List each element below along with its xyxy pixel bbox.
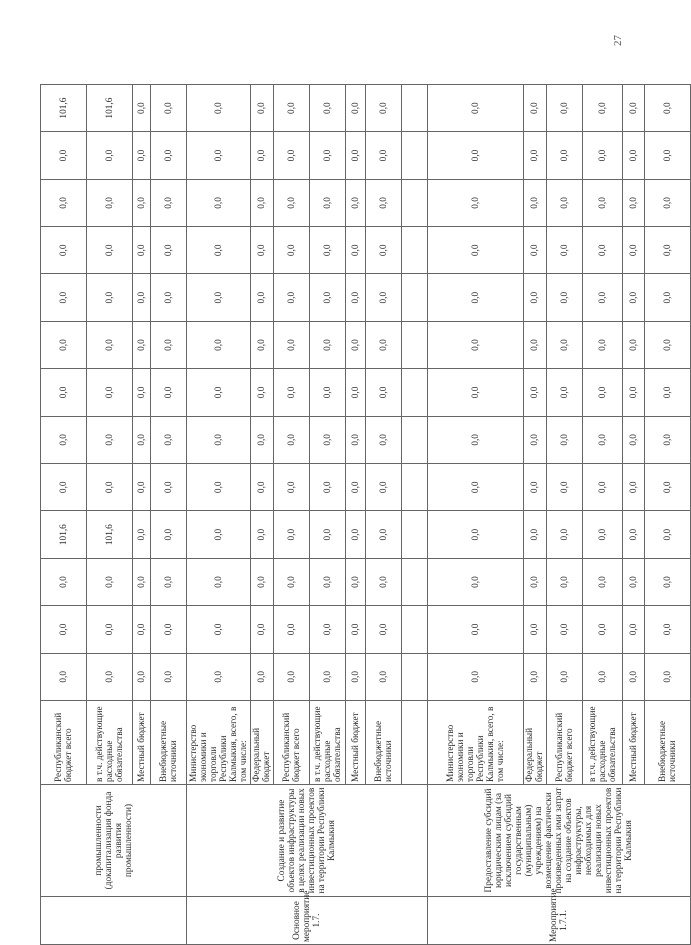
amount-cell: 0,0 xyxy=(346,653,366,700)
amount-cell: 0,0 xyxy=(583,132,623,179)
amount-cell xyxy=(402,558,428,605)
amount-cell: 0,0 xyxy=(547,464,583,511)
amount-cell: 0,0 xyxy=(547,558,583,605)
funding-source-cell: Местный бюджет xyxy=(133,701,151,785)
table-row xyxy=(428,84,524,944)
funding-source-cell: Местный бюджет xyxy=(346,701,366,785)
amount-cell: 0,0 xyxy=(346,464,366,511)
amount-cell: 0,0 xyxy=(583,558,623,605)
amount-cell: 0,0 xyxy=(133,416,151,463)
amount-cell: 0,0 xyxy=(310,84,346,131)
amount-cell: 0,0 xyxy=(41,369,87,416)
amount-cell xyxy=(402,274,428,321)
amount-cell: 0,0 xyxy=(524,606,547,653)
amount-cell: 0,0 xyxy=(187,653,251,700)
funding-source-cell: Местный бюджет xyxy=(623,701,645,785)
amount-cell: 0,0 xyxy=(428,653,524,700)
measure-name-cell: Предоставление субсидий юридическим лицам (за исключением субсидий государственным (муниципальным) учреждениям) на возмещение фактически произведенных ими затрат на создание объектов инфраструктуры, необходимых для реализации новых инвестиционных проектов на территории Республики Калмыкия xyxy=(428,785,691,897)
funding-source-cell: Федеральный бюджет xyxy=(251,701,274,785)
amount-cell: 0,0 xyxy=(583,416,623,463)
amount-cell: 0,0 xyxy=(274,653,310,700)
amount-cell: 0,0 xyxy=(274,606,310,653)
funding-source-cell: Министерство экономики и торговли Республики Калмыкия, всего, в том числе: xyxy=(428,701,524,785)
amount-cell: 0,0 xyxy=(366,321,402,368)
amount-cell: 0,0 xyxy=(274,416,310,463)
funding-source-cell: Республиканский бюджет всего xyxy=(41,701,87,785)
amount-cell: 0,0 xyxy=(310,227,346,274)
amount-cell: 0,0 xyxy=(87,416,133,463)
amount-cell: 0,0 xyxy=(645,132,691,179)
funding-source-cell: Министерство экономики и торговли Республики Калмыкия, всего, в том числе: xyxy=(187,701,251,785)
amount-cell: 0,0 xyxy=(366,227,402,274)
amount-cell: 0,0 xyxy=(187,321,251,368)
amount-cell: 0,0 xyxy=(310,369,346,416)
amount-cell: 0,0 xyxy=(310,179,346,226)
amount-cell: 0,0 xyxy=(547,179,583,226)
amount-cell: 0,0 xyxy=(251,274,274,321)
amount-cell: 0,0 xyxy=(151,653,187,700)
amount-cell: 0,0 xyxy=(524,274,547,321)
amount-cell: 0,0 xyxy=(645,369,691,416)
measure-code-cell: Мероприятие 1.7.1. xyxy=(428,897,691,945)
amount-cell: 0,0 xyxy=(274,464,310,511)
measure-code-cell: Основное мероприятие 1.7. xyxy=(187,897,428,945)
amount-cell: 0,0 xyxy=(645,416,691,463)
amount-cell: 0,0 xyxy=(623,132,645,179)
amount-cell: 0,0 xyxy=(428,558,524,605)
amount-cell: 0,0 xyxy=(251,606,274,653)
amount-cell: 0,0 xyxy=(583,369,623,416)
amount-cell: 0,0 xyxy=(346,227,366,274)
amount-cell: 0,0 xyxy=(623,227,645,274)
amount-cell: 0,0 xyxy=(41,416,87,463)
funding-source-cell: Федеральный бюджет xyxy=(524,701,547,785)
amount-cell: 0,0 xyxy=(187,369,251,416)
amount-cell: 0,0 xyxy=(366,606,402,653)
amount-cell: 101,6 xyxy=(87,511,133,558)
amount-cell: 0,0 xyxy=(151,369,187,416)
amount-cell: 0,0 xyxy=(151,274,187,321)
amount-cell: 0,0 xyxy=(366,179,402,226)
funding-source-cell: в т.ч. действующие расходные обязательства xyxy=(310,701,346,785)
amount-cell: 0,0 xyxy=(251,511,274,558)
amount-cell: 0,0 xyxy=(133,511,151,558)
amount-cell: 0,0 xyxy=(583,84,623,131)
amount-cell: 0,0 xyxy=(187,274,251,321)
amount-cell: 0,0 xyxy=(87,464,133,511)
amount-cell: 0,0 xyxy=(366,511,402,558)
budget-table xyxy=(40,84,691,945)
amount-cell: 0,0 xyxy=(428,511,524,558)
amount-cell xyxy=(402,511,428,558)
amount-cell: 0,0 xyxy=(87,653,133,700)
amount-cell: 0,0 xyxy=(41,606,87,653)
amount-cell: 0,0 xyxy=(366,653,402,700)
amount-cell: 0,0 xyxy=(251,653,274,700)
measure-name-cell: промышленности (докапитализация фонда развития промышленности) xyxy=(41,785,187,897)
amount-cell: 0,0 xyxy=(583,606,623,653)
amount-cell: 0,0 xyxy=(524,464,547,511)
amount-cell: 0,0 xyxy=(366,132,402,179)
amount-cell: 0,0 xyxy=(547,84,583,131)
amount-cell: 0,0 xyxy=(151,227,187,274)
amount-cell: 0,0 xyxy=(346,179,366,226)
amount-cell xyxy=(402,321,428,368)
funding-source-cell: Внебюджетные источники xyxy=(645,701,691,785)
amount-cell: 0,0 xyxy=(524,369,547,416)
amount-cell: 0,0 xyxy=(251,558,274,605)
amount-cell: 0,0 xyxy=(346,558,366,605)
amount-cell: 0,0 xyxy=(346,369,366,416)
page-number: 27 xyxy=(612,35,624,46)
amount-cell: 0,0 xyxy=(133,464,151,511)
amount-cell: 0,0 xyxy=(524,84,547,131)
amount-cell: 0,0 xyxy=(41,227,87,274)
amount-cell: 0,0 xyxy=(623,369,645,416)
amount-cell: 101,6 xyxy=(41,511,87,558)
amount-cell: 0,0 xyxy=(547,511,583,558)
amount-cell: 0,0 xyxy=(274,227,310,274)
amount-cell xyxy=(402,84,428,131)
funding-source-cell: Внебюджетные источники xyxy=(366,701,402,785)
amount-cell: 0,0 xyxy=(583,321,623,368)
amount-cell: 0,0 xyxy=(366,84,402,131)
amount-cell: 0,0 xyxy=(187,464,251,511)
amount-cell: 0,0 xyxy=(310,132,346,179)
amount-cell: 0,0 xyxy=(310,511,346,558)
amount-cell: 0,0 xyxy=(524,416,547,463)
amount-cell: 0,0 xyxy=(524,227,547,274)
amount-cell: 0,0 xyxy=(645,511,691,558)
amount-cell: 0,0 xyxy=(133,84,151,131)
funding-source-cell: Республиканский бюджет всего xyxy=(547,701,583,785)
amount-cell: 0,0 xyxy=(547,653,583,700)
amount-cell: 0,0 xyxy=(346,84,366,131)
amount-cell: 0,0 xyxy=(346,321,366,368)
amount-cell: 0,0 xyxy=(151,179,187,226)
amount-cell: 0,0 xyxy=(366,416,402,463)
amount-cell: 0,0 xyxy=(547,416,583,463)
amount-cell: 0,0 xyxy=(133,369,151,416)
funding-source-cell: в т.ч. действующие расходные обязательства xyxy=(87,701,133,785)
amount-cell: 0,0 xyxy=(428,464,524,511)
amount-cell: 0,0 xyxy=(41,464,87,511)
amount-cell: 0,0 xyxy=(133,274,151,321)
amount-cell: 0,0 xyxy=(87,369,133,416)
rotated-table-container xyxy=(40,85,678,945)
amount-cell: 0,0 xyxy=(310,653,346,700)
amount-cell: 0,0 xyxy=(87,606,133,653)
amount-cell: 0,0 xyxy=(547,321,583,368)
amount-cell: 0,0 xyxy=(41,321,87,368)
amount-cell: 0,0 xyxy=(623,511,645,558)
amount-cell: 0,0 xyxy=(623,416,645,463)
amount-cell: 0,0 xyxy=(251,84,274,131)
amount-cell: 0,0 xyxy=(583,179,623,226)
amount-cell: 0,0 xyxy=(41,274,87,321)
amount-cell: 0,0 xyxy=(623,558,645,605)
amount-cell: 0,0 xyxy=(524,132,547,179)
amount-cell: 0,0 xyxy=(151,464,187,511)
amount-cell: 0,0 xyxy=(623,321,645,368)
amount-cell: 0,0 xyxy=(187,132,251,179)
amount-cell xyxy=(402,227,428,274)
amount-cell: 0,0 xyxy=(366,274,402,321)
funding-source-cell xyxy=(402,701,428,785)
amount-cell: 0,0 xyxy=(428,84,524,131)
amount-cell xyxy=(402,653,428,700)
amount-cell: 0,0 xyxy=(87,558,133,605)
amount-cell: 0,0 xyxy=(274,179,310,226)
amount-cell: 0,0 xyxy=(547,132,583,179)
amount-cell: 0,0 xyxy=(274,558,310,605)
amount-cell: 0,0 xyxy=(645,653,691,700)
amount-cell: 0,0 xyxy=(133,321,151,368)
table-row xyxy=(41,84,87,944)
amount-cell: 0,0 xyxy=(133,227,151,274)
table-row xyxy=(187,84,251,944)
amount-cell: 0,0 xyxy=(151,511,187,558)
amount-cell: 0,0 xyxy=(346,511,366,558)
amount-cell: 0,0 xyxy=(274,84,310,131)
amount-cell: 0,0 xyxy=(547,369,583,416)
funding-source-cell: в т.ч. действующие расходные обязательства xyxy=(583,701,623,785)
amount-cell: 0,0 xyxy=(151,132,187,179)
amount-cell: 0,0 xyxy=(366,369,402,416)
amount-cell: 0,0 xyxy=(583,653,623,700)
amount-cell: 0,0 xyxy=(346,132,366,179)
amount-cell: 0,0 xyxy=(645,606,691,653)
amount-cell: 0,0 xyxy=(623,653,645,700)
amount-cell: 0,0 xyxy=(583,511,623,558)
amount-cell: 0,0 xyxy=(151,558,187,605)
amount-cell: 0,0 xyxy=(310,606,346,653)
amount-cell xyxy=(402,606,428,653)
amount-cell: 0,0 xyxy=(310,321,346,368)
amount-cell: 0,0 xyxy=(547,274,583,321)
amount-cell: 0,0 xyxy=(187,511,251,558)
funding-source-cell: Республиканский бюджет всего xyxy=(274,701,310,785)
amount-cell: 0,0 xyxy=(187,606,251,653)
amount-cell: 0,0 xyxy=(428,416,524,463)
amount-cell: 0,0 xyxy=(133,558,151,605)
amount-cell: 0,0 xyxy=(87,274,133,321)
amount-cell: 0,0 xyxy=(151,606,187,653)
amount-cell: 0,0 xyxy=(41,132,87,179)
budget-table-body xyxy=(41,84,691,944)
amount-cell: 0,0 xyxy=(187,84,251,131)
amount-cell: 0,0 xyxy=(583,274,623,321)
amount-cell: 0,0 xyxy=(251,369,274,416)
amount-cell: 0,0 xyxy=(547,606,583,653)
amount-cell: 0,0 xyxy=(310,558,346,605)
amount-cell: 0,0 xyxy=(187,416,251,463)
amount-cell: 0,0 xyxy=(583,464,623,511)
amount-cell: 0,0 xyxy=(623,464,645,511)
amount-cell: 0,0 xyxy=(428,227,524,274)
amount-cell: 0,0 xyxy=(87,227,133,274)
amount-cell: 101,6 xyxy=(41,84,87,131)
amount-cell: 0,0 xyxy=(645,227,691,274)
amount-cell: 0,0 xyxy=(187,179,251,226)
amount-cell: 101,6 xyxy=(87,84,133,131)
measure-name-cell: Создание и развитие объектов инфраструктуры в целях реализации новых инвестиционных проектов на территории Республики Калмыкия xyxy=(187,785,428,897)
amount-cell xyxy=(402,464,428,511)
amount-cell: 0,0 xyxy=(187,558,251,605)
amount-cell xyxy=(402,369,428,416)
amount-cell: 0,0 xyxy=(428,369,524,416)
amount-cell: 0,0 xyxy=(151,416,187,463)
amount-cell: 0,0 xyxy=(133,653,151,700)
amount-cell: 0,0 xyxy=(645,464,691,511)
amount-cell: 0,0 xyxy=(623,274,645,321)
amount-cell: 0,0 xyxy=(428,321,524,368)
amount-cell: 0,0 xyxy=(251,132,274,179)
measure-code-cell xyxy=(41,897,187,945)
amount-cell: 0,0 xyxy=(524,179,547,226)
amount-cell: 0,0 xyxy=(547,227,583,274)
amount-cell: 0,0 xyxy=(645,274,691,321)
amount-cell: 0,0 xyxy=(133,132,151,179)
amount-cell: 0,0 xyxy=(623,606,645,653)
amount-cell: 0,0 xyxy=(524,558,547,605)
amount-cell: 0,0 xyxy=(623,84,645,131)
amount-cell: 0,0 xyxy=(187,227,251,274)
amount-cell: 0,0 xyxy=(251,464,274,511)
amount-cell: 0,0 xyxy=(366,464,402,511)
amount-cell xyxy=(402,179,428,226)
amount-cell: 0,0 xyxy=(645,321,691,368)
amount-cell: 0,0 xyxy=(274,274,310,321)
amount-cell: 0,0 xyxy=(274,511,310,558)
amount-cell: 0,0 xyxy=(524,653,547,700)
amount-cell: 0,0 xyxy=(251,416,274,463)
amount-cell: 0,0 xyxy=(310,416,346,463)
amount-cell: 0,0 xyxy=(346,416,366,463)
amount-cell: 0,0 xyxy=(524,511,547,558)
amount-cell: 0,0 xyxy=(583,227,623,274)
amount-cell: 0,0 xyxy=(133,179,151,226)
amount-cell: 0,0 xyxy=(274,132,310,179)
amount-cell: 0,0 xyxy=(524,321,547,368)
amount-cell xyxy=(402,416,428,463)
amount-cell xyxy=(402,132,428,179)
amount-cell: 0,0 xyxy=(310,464,346,511)
amount-cell: 0,0 xyxy=(41,653,87,700)
amount-cell: 0,0 xyxy=(428,606,524,653)
amount-cell: 0,0 xyxy=(645,84,691,131)
amount-cell: 0,0 xyxy=(428,179,524,226)
amount-cell: 0,0 xyxy=(310,274,346,321)
amount-cell: 0,0 xyxy=(41,179,87,226)
amount-cell: 0,0 xyxy=(428,274,524,321)
amount-cell: 0,0 xyxy=(151,84,187,131)
amount-cell: 0,0 xyxy=(274,369,310,416)
amount-cell: 0,0 xyxy=(133,606,151,653)
amount-cell: 0,0 xyxy=(645,558,691,605)
amount-cell: 0,0 xyxy=(623,179,645,226)
amount-cell: 0,0 xyxy=(274,321,310,368)
amount-cell: 0,0 xyxy=(346,274,366,321)
amount-cell: 0,0 xyxy=(366,558,402,605)
amount-cell: 0,0 xyxy=(428,132,524,179)
amount-cell: 0,0 xyxy=(251,321,274,368)
amount-cell: 0,0 xyxy=(251,227,274,274)
amount-cell: 0,0 xyxy=(151,321,187,368)
amount-cell: 0,0 xyxy=(87,321,133,368)
funding-source-cell: Внебюджетные источники xyxy=(151,701,187,785)
amount-cell: 0,0 xyxy=(87,132,133,179)
amount-cell: 0,0 xyxy=(346,606,366,653)
amount-cell: 0,0 xyxy=(251,179,274,226)
amount-cell: 0,0 xyxy=(87,179,133,226)
amount-cell: 0,0 xyxy=(41,558,87,605)
amount-cell: 0,0 xyxy=(645,179,691,226)
